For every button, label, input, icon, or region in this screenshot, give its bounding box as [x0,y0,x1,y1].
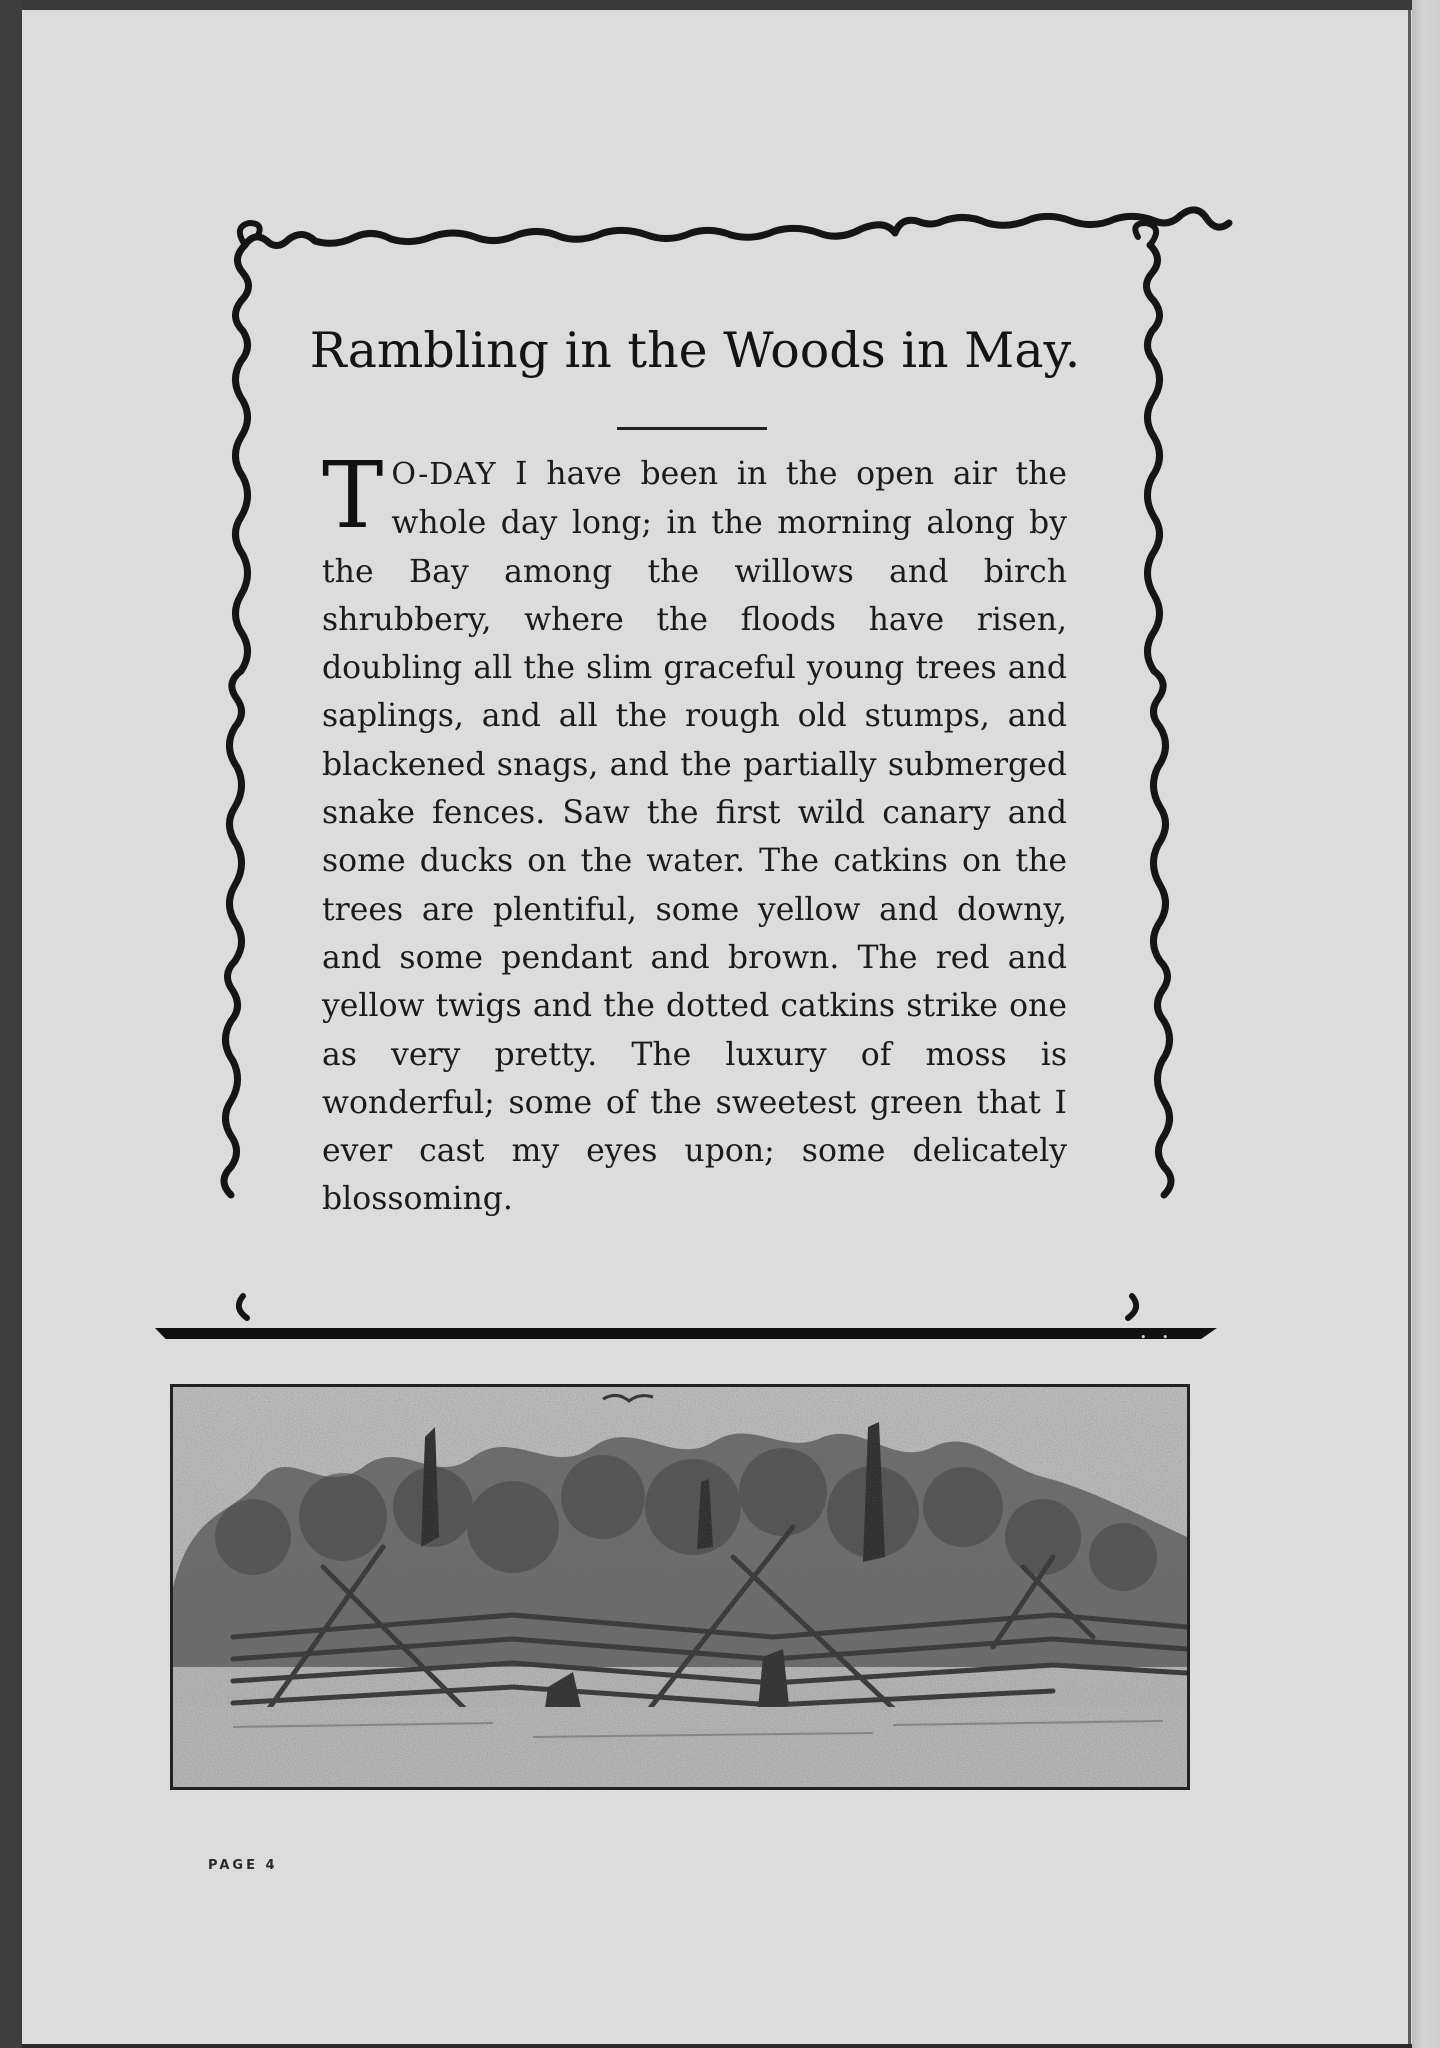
page-number: PAGE 4 [208,1858,278,1873]
title-divider [617,427,767,430]
corner-curl-top-right [1135,223,1156,245]
border-right [1146,245,1171,1195]
border-top [245,210,1229,246]
border-left [224,245,249,1195]
corner-curl-bottom-right [1128,1296,1136,1318]
section-rule [155,1328,1217,1339]
article-paragraph: I have been in the open air the whole day long; in the morning along by the Bay among the willows and birch shrubbery, where the floods have risen, doubling all the slim graceful young trees and saplings, and all the rough old stumps, and blackened snags, and the partially submerged snake fences. Saw the first wild canary and some ducks on the water. The catkins on the trees are plentiful, some yellow and downy, and some pendant and brown. The red and yellow twigs and the dotted catkins strike one as very pretty. The luxury of moss is wonderful; some of the sweetest green that I ever cast my eyes upon; some delicately blossoming. [322,456,1067,1218]
drop-cap-letter: T [322,442,384,549]
fence-illustration [170,1384,1190,1790]
article-title: Rambling in the Woods in May. [309,322,1081,379]
corner-curl-bottom-left [239,1296,247,1318]
illustration-drawing [173,1387,1187,1787]
rule-dots-ornament: • • [1140,1331,1175,1344]
article-body [322,442,1067,1224]
opening-smallcaps: O-DAY [391,457,497,492]
